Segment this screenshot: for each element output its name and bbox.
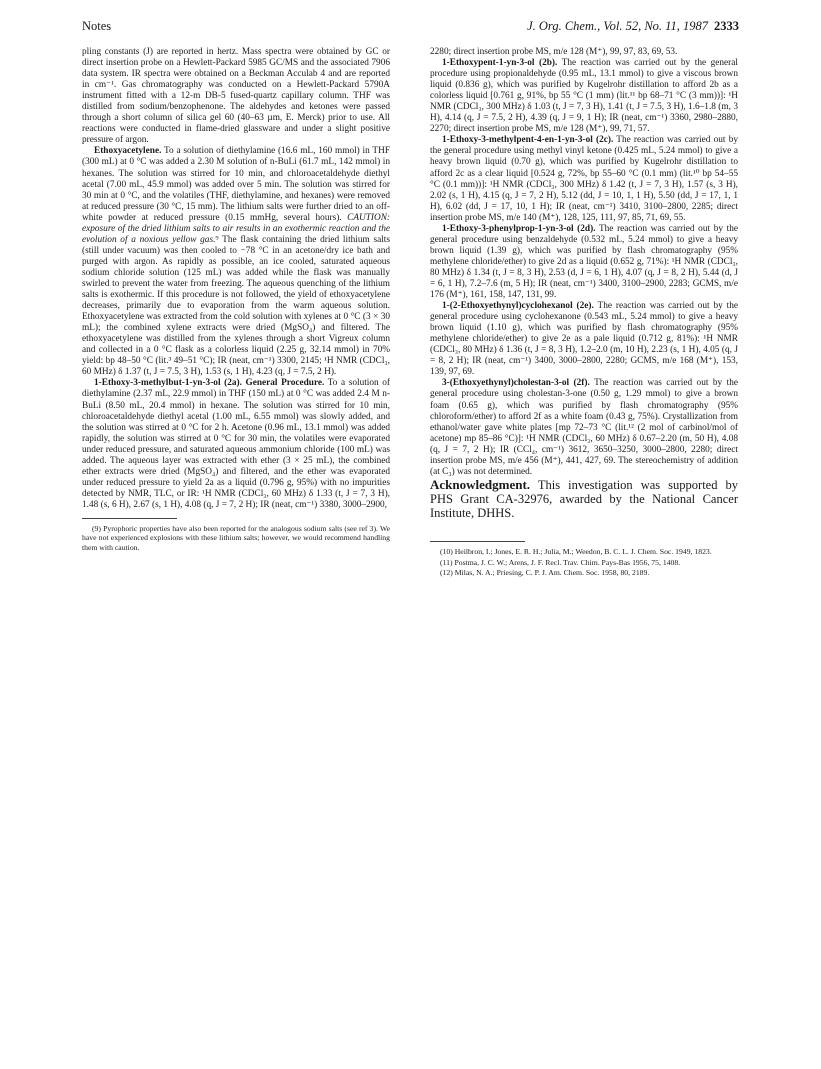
experimental-intro: pling constants (J) are reported in hertz. Mass spectra were obtained by GC or direct insertion probe on a Hewlett-Packard 5985 GC/MS and the associated 7906 data system. IR spectra were obtained on a Beckman Acculab 4 and are reported in cm⁻¹. Gas chromatography was conducted on a Hewlett-Packard 5790A instrument fitted with a 12-m DB-5 fused-quartz capillary column. THF was distilled from sodium/benzophenone. The aldehydes and ketones were passed through a short column of silica gel 60 (40–63 µm, E. Merck) prior to use. All reactions were conducted in flame-dried glassware and under a slight positive pressure of argon. [82,47,390,146]
left-column [82,47,390,553]
footnotes-right [430,547,738,577]
footnotes-left [82,524,390,552]
compound-2e-paragraph [430,301,738,378]
ethoxyacetylene-text-a: To a solution of diethylamine (16.6 mL, 160 mmol) in THF (300 mL) at 0 °C was added a 2.30 M solution of n-BuLi (61.7 mL, 142 mmol) in hexanes. The solution was stirred for 10 min, and chloroacetaldehyde diethyl acetal (7.00 mL, 45.9 mmol) was added over 5 min. The solution was stirred for 30 min at 0 °C, and the volatiles (THF, diethylamine, and hexanes) were removed at reduced pressure (30 °C, 15 mm). The lithium salts were further dried to an off-white powder at reduced pressure (0.15 mmHg, several hours). [82,146,390,223]
footnote-divider [82,518,177,519]
compound-2c-text: The reaction was carried out by the general procedure using methyl vinyl ketone (0.425 mL, 5.24 mmol) to give a heavy brown liquid (0.70 g), which was purified by Kugelrohr distillation to afford 2c as a clear liquid [0.524 g, 72%, bp 55–60 °C (0.1 mm) (lit.¹⁰ bp 54–55 °C (0.1 mm))]: ¹H NMR (CDCl₃, 300 MHz) δ 1.42 (t, J = 7, 3 H), 1.57 (s, 3 H), 2.02 (s, 1 H), 4.15 (q, J = 7, 2 H), 5.12 (dd, J = 10, 1, 1 H), 5.50 (dd, J = 17, 1, 1 H), 6.02 (dd, J = 17, 10, 1 H); IR (neat, cm⁻¹) 3410, 3100–2800, 2285; direct insertion probe MS, m/e 140 (M⁺), 128, 125, 111, 97, 85, 71, 69, 55. [430,135,738,223]
compound-2d-paragraph [430,224,738,301]
compound-2a-text: To a solution of diethylamine (2.37 mL, 22.9 mmol) in THF (150 mL) at 0 °C was added 2.4 M n-BuLi (8.50 mL, 20.4 mmol) in hexane. The solution was stirred for 10 min, chloroacetaldehyde diethyl acetal (1.00 mL, 6.55 mmol) was slowly added, and the solution was stirred at 0 °C for 2 h. Acetone (0.96 mL, 13.1 mmol) was added rapidly, the solution was stirred at 0 °C for 30 min, the volatiles were evaporated under reduced pressure, and saturated aqueous ammonium chloride (100 mL) was added. The aqueous layer was extracted with ether (3 × 25 mL), the combined ether extracts were dried (MgSO₄) and filtered, and the ether was evaporated under reduced pressure to yield 2a as a liquid (0.796 g, 95%) with no impurities detected by NMR, TLC, or IR: ¹H NMR (CDCl₃, 60 MHz) δ 1.33 (t, J = 7, 3 H), 1.48 (s, 6 H), 2.67 (s, 1 H), 4.08 (q, J = 7, 2 H); IR (neat, cm⁻¹) 3380, 3000–2900, [82,378,391,510]
compound-2f-heading: 3-(Ethoxyethynyl)cholestan-3-ol (2f). [442,378,590,389]
compound-2a-paragraph [82,378,390,511]
caution-note: CAUTION: exposure of the dried lithium salts to air results in an exothermic reaction and the evolution of a noxious yellow gas. [82,212,390,245]
acknowledgment-heading: Acknowledgment. [430,476,531,492]
footnote-divider-right [430,541,525,542]
right-column [430,47,738,579]
compound-2b-text: The reaction was carried out by the general procedure using propionaldehyde (0.95 mL, 13.1 mmol) to give a viscous brown liquid (0.836 g), which was purified by Kugelrohr distillation to afford 2b as a colorless liquid [0.761 g, 91%, bp 55 °C (1 mm) (lit.¹¹ bp 68–71 °C (3 mm))]: ¹H NMR (CDCl₃, 300 MHz) δ 1.03 (t, J = 7, 3 H), 1.41 (t, J = 7.5, 3 H), 1.6–1.8 (m, 3 H), 4.14 (q, J = 7.5, 2 H), 4.39 (q, J = 9, 1 H); IR (neat, cm⁻¹) 3360, 2980–2880, 2270; direct insertion probe MS, m/e 128 (M⁺), 99, 71, 57. [430,58,738,135]
journal-citation [527,19,739,34]
ethoxyacetylene-heading: Ethoxyacetylene. [94,146,162,157]
ethoxyacetylene-paragraph [82,146,390,378]
compound-2a-heading: 1-Ethoxy-3-methylbut-1-yn-3-ol (2a). General Procedure. [94,378,325,389]
page-number: 2333 [714,19,739,33]
compound-2e-text: The reaction was carried out by the general procedure using cyclohexanone (0.543 mL, 5.24 mmol) to give a heavy brown liquid (1.10 g), which was purified by flash chromatography (95% methylene chloride/ether) to give 2e as a pale liquid (0.712 g, 81%): ¹H NMR (CDCl₃, 80 MHz) δ 1.36 (t, J = 8, 3 H), 1.2–2.0 (m, 10 H), 2.23 (s, 1 H), 4.05 (q, J = 8, 2 H); IR (neat, cm⁻¹) 3400, 3000–2800, 2280; GCMS, m/e 168 (M⁺), 153, 139, 97, 69. [430,301,739,378]
ethoxyacetylene-text-b: ⁹ The flask containing the dried lithium salts (still under vacuum) was then cooled to −78 °C in an acetone/dry ice bath and purged with argon. As rapidly as possible, an ice cooled, saturated aqueous sodium chloride solution (125 mL) was added while the flask was manually swirled to prevent the water from freezing. The aqueous quenching of the lithium salts is exothermic. If this procedure is not followed, the yield of ethoxyacetylene decreases, primarily due to evaporation from the warm aqueous solution. Ethoxyacetylene was extracted from the cold solution with xylenes at 0 °C (3 × 30 mL); the combined xylene extracts were dried (MgSO₄) and filtered. The ethoxyacetylene was distilled from the xylenes through a short Vigreux column and collected in a 0 °C flask as a colorless liquid (2.25 g, 32.14 mmol) in 70% yield: bp 48–50 °C (lit.³ 49–51 °C); IR (neat, cm⁻¹) 3300, 2145; ¹H NMR (CDCl₃, 60 MHz) δ 1.37 (t, J = 7.5, 3 H), 1.53 (s, 1 H), 4.23 (q, J = 7.5, 2 H). [82,234,390,378]
compound-2b-heading: 1-Ethoxypent-1-yn-3-ol (2b). [442,58,558,69]
compound-2b-paragraph [430,58,738,135]
footnote-9: (9) Pyrophoric properties have also been reported for the analogous sodium salts (see ref 3). We have not experienced explosions with these lithium salts; however, we would recommend handling them with caution. [82,523,390,552]
journal-name: J. Org. Chem., Vol. 52, No. 11, 1987 [527,19,708,33]
section-label: Notes [82,19,112,33]
compound-2c-paragraph [430,135,738,223]
acknowledgment [430,478,738,521]
running-header [82,19,739,37]
compound-2c-heading: 1-Ethoxy-3-methylpent-4-en-1-yn-3-ol (2c). [442,135,614,146]
compound-2d-heading: 1-Ethoxy-3-phenylprop-1-yn-3-ol (2d). [442,223,596,234]
acknowledgment-text: This investigation was supported by PHS Grant CA-32976, awarded by the National Cancer Institute, DHHS. [430,477,738,521]
footnote-11: (11) Postma, J. C. W.; Arens, J. F. Recl. Trav. Chim. Pays-Bas 1956, 75, 1408. [440,557,681,567]
footnote-10: (10) Heilbron, I.; Jones, E. R. H.; Julia, M.; Weedon, B. C. L. J. Chem. Soc. 1949, 1823. [440,547,712,557]
compound-2f-text: The reaction was carried out by the general procedure using cholestan-3-one (0.50 g, 1.29 mmol) to give a brown foam (0.65 g), which was purified by flash chromatography (95% chloroform/ether) to afford 2f as a white foam (0.43 g, 75%). Crystallization from ethanol/water gave white plates [mp 72–73 °C (lit.¹² (2 mol of carbinol/mol of acetone) mp 85–86 °C)]: ¹H NMR (CDCl₃, 60 MHz) δ 0.67–2.20 (m, 50 H), 4.08 (q, J = 7, 2 H); IR (CCl₄, cm⁻¹) 3612, 3650–3250, 3000–2800, 2280; direct insertion probe MS, m/e 456 (M⁺), 441, 427, 69. The stereochemistry of addition (at C₃) was not determined. [430,378,738,477]
compound-2f-paragraph [430,378,738,477]
compound-2d-text: The reaction was carried out by the general procedure using benzaldehyde (0.532 mL, 5.24 mmol) to give a heavy brown liquid (1.39 g), which was purified by flash chromatography (95% methylene chloride/ether) to give 2d as a liquid (0.652 g, 71%): ¹H NMR (CDCl₃, 80 MHz) δ 1.34 (t, J = 8, 3 H), 2.53 (d, J = 6, 1 H), 4.07 (q, J = 8, 2 H), 5.44 (d, J = 6, 1 H), 7.2–7.6 (m, 5 H); IR (neat, cm⁻¹) 3400, 3100–2900, 2283; GCMS, m/e 176 (M⁺), 161, 158, 147, 131, 99. [430,223,738,301]
continued-text: 2280; direct insertion probe MS, m/e 128 (M⁺), 99, 97, 83, 69, 53. [430,47,678,57]
compound-2e-heading: 1-(2-Ethoxyethynyl)cyclohexanol (2e). [442,301,594,312]
footnote-12: (12) Milas, N. A.; Priesing, C. P. J. Am. Chem. Soc. 1958, 80, 2189. [440,568,650,578]
spacer [430,520,738,534]
